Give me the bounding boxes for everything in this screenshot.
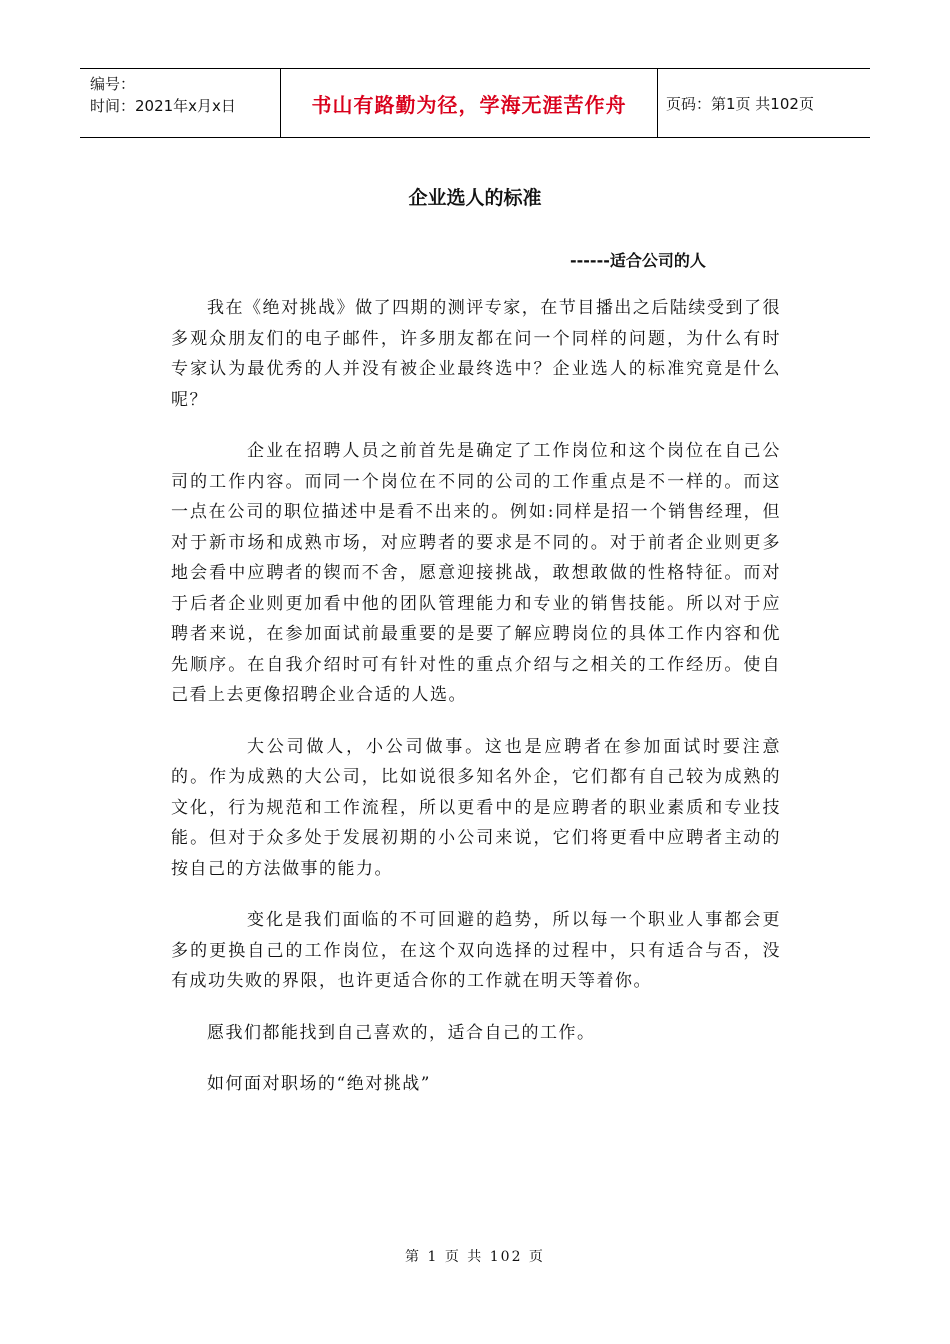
document-subtitle: ------适合公司的人 — [570, 251, 706, 270]
time-label: 时间：2021年x月x日 — [90, 97, 236, 115]
paragraph: 变化是我们面临的不可回避的趋势，所以每一个职业人事都会更多的更换自己的工作岗位，在这个双向选择的过程中，只有适合与否，没有成功失败的界限，也许更适合你的工作就在明天等着你。 — [171, 910, 781, 991]
paragraph: 如何面对职场的“绝对挑战” — [207, 1074, 431, 1094]
motto-text: 书山有路勤为径，学海无涯苦作舟 — [311, 92, 627, 117]
page-footer: 第 1 页 共 102 页 — [405, 1249, 545, 1265]
paragraph: 企业在招聘人员之前首先是确定了工作岗位和这个岗位在自己公司的工作内容。而同一个岗位在不同的公司的工作重点是不一样的。而这一点在公司的职位描述中是看不出来的。例如:同样是招一个销售经理，但对于新市场和成熟市场，对应聘者的要求是不同的。对于前者企业则更多地会看中应聘者的锲而不舍，愿意迎接挑战，敢想敢做的性格特征。而对于后者企业则更加看中他的团队管理能力和专业的销售技能。所以对于应聘者来说，在参加面试前最重要的是要了解应聘岗位的具体工作内容和优先顺序。在自我介绍时可有针对性的重点介绍与之相关的工作经历。使自己看上去更像招聘企业合适的人选。 — [171, 441, 781, 705]
paragraph: 我在《绝对挑战》做了四期的测评专家，在节目播出之后陆续受到了很多观众朋友们的电子邮件，许多朋友都在问一个同样的问题，为什么有时专家认为最优秀的人并没有被企业最终选中？企业选人的标准究竟是什么呢？ — [171, 298, 781, 410]
paragraph: 愿我们都能找到自己喜欢的，适合自己的工作。 — [207, 1022, 596, 1043]
page-info: 页码：第1页 共102页 — [666, 94, 814, 113]
document-body — [171, 293, 781, 1100]
header-page-cell — [658, 69, 870, 137]
document-title: 企业选人的标准 — [408, 187, 542, 209]
header-motto-cell — [280, 69, 658, 137]
header-table — [80, 68, 870, 138]
header-info-cell — [80, 69, 280, 137]
paragraph: 大公司做人，小公司做事。这也是应聘者在参加面试时要注意的。作为成熟的大公司，比如说很多知名外企，它们都有自己较为成熟的文化，行为规范和工作流程，所以更看中的是应聘者的职业素质和专业技能。但对于众多处于发展初期的小公司来说，它们将更看中应聘者主动的按自己的方法做事的能力。 — [171, 736, 781, 879]
number-label: 编号： — [90, 75, 136, 93]
